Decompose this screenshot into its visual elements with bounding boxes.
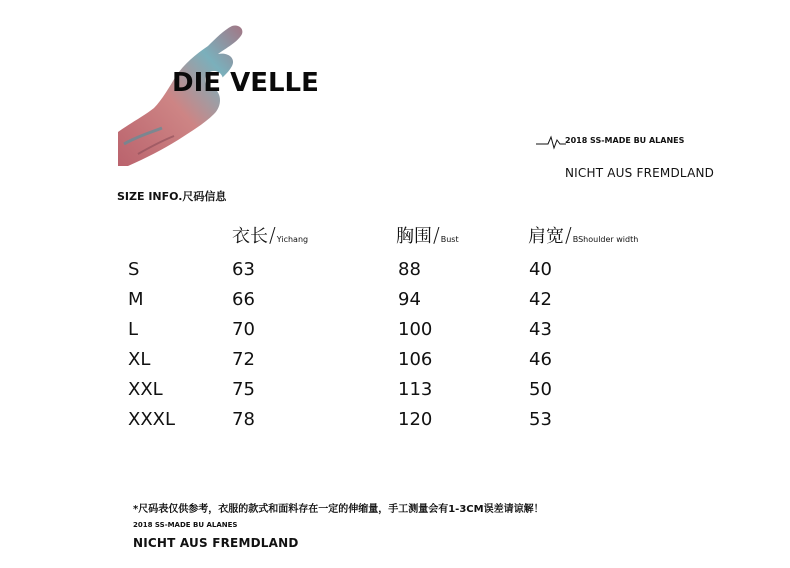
cell-yichang: 70 <box>232 319 255 340</box>
header-shoulder <box>528 222 638 248</box>
cell-bust: 94 <box>398 289 421 310</box>
heartbeat-icon <box>536 134 566 150</box>
made-tagline-bottom: 2018 SS-MADE BU ALANES <box>133 521 238 529</box>
brand-logo-text: DIE VELLE <box>172 68 319 98</box>
cell-bust: 106 <box>398 349 433 370</box>
header-shoulder-zh: 肩宽 <box>528 226 564 247</box>
cell-size: XL <box>128 349 151 370</box>
cell-bust: 120 <box>398 409 433 430</box>
nicht-tagline-top: NICHT AUS FREMDLAND <box>565 166 715 180</box>
cell-shoulder: 40 <box>529 259 552 280</box>
cell-shoulder: 46 <box>529 349 552 370</box>
header-yichang-zh: 衣长 <box>232 226 268 247</box>
cell-shoulder: 50 <box>529 379 552 400</box>
cell-yichang: 78 <box>232 409 255 430</box>
made-tagline-top: 2018 SS-MADE BU ALANES <box>565 136 685 145</box>
cell-bust: 100 <box>398 319 433 340</box>
cell-bust: 88 <box>398 259 421 280</box>
cell-size: XXL <box>128 379 163 400</box>
cell-size: S <box>128 259 140 280</box>
header-slash-icon: / <box>565 223 572 247</box>
header-slash-icon: / <box>269 223 276 247</box>
cell-yichang: 66 <box>232 289 255 310</box>
measurement-note: *尺码表仅供参考，衣服的款式和面料存在一定的伸缩量，手工测量会有1-3CM误差请谅解！ <box>133 504 544 515</box>
cell-size: L <box>128 319 139 340</box>
size-info-label: SIZE INFO.尺码信息 <box>117 190 227 203</box>
header-slash-icon: / <box>433 223 440 247</box>
header-yichang <box>232 222 308 248</box>
cell-bust: 113 <box>398 379 433 400</box>
cell-size: XXXL <box>128 409 176 430</box>
cell-shoulder: 42 <box>529 289 552 310</box>
cell-size: M <box>128 289 144 310</box>
header-bust-zh: 胸围 <box>396 226 432 247</box>
cell-shoulder: 43 <box>529 319 552 340</box>
header-shoulder-en: BShoulder width <box>572 235 639 244</box>
cell-yichang: 75 <box>232 379 255 400</box>
cell-yichang: 63 <box>232 259 255 280</box>
header-yichang-en: Yichang <box>276 235 309 244</box>
cell-shoulder: 53 <box>529 409 552 430</box>
nicht-tagline-bottom: NICHT AUS FREMDLAND <box>133 536 299 550</box>
header-bust <box>396 222 459 248</box>
header-bust-en: Bust <box>440 235 459 244</box>
cell-yichang: 72 <box>232 349 255 370</box>
